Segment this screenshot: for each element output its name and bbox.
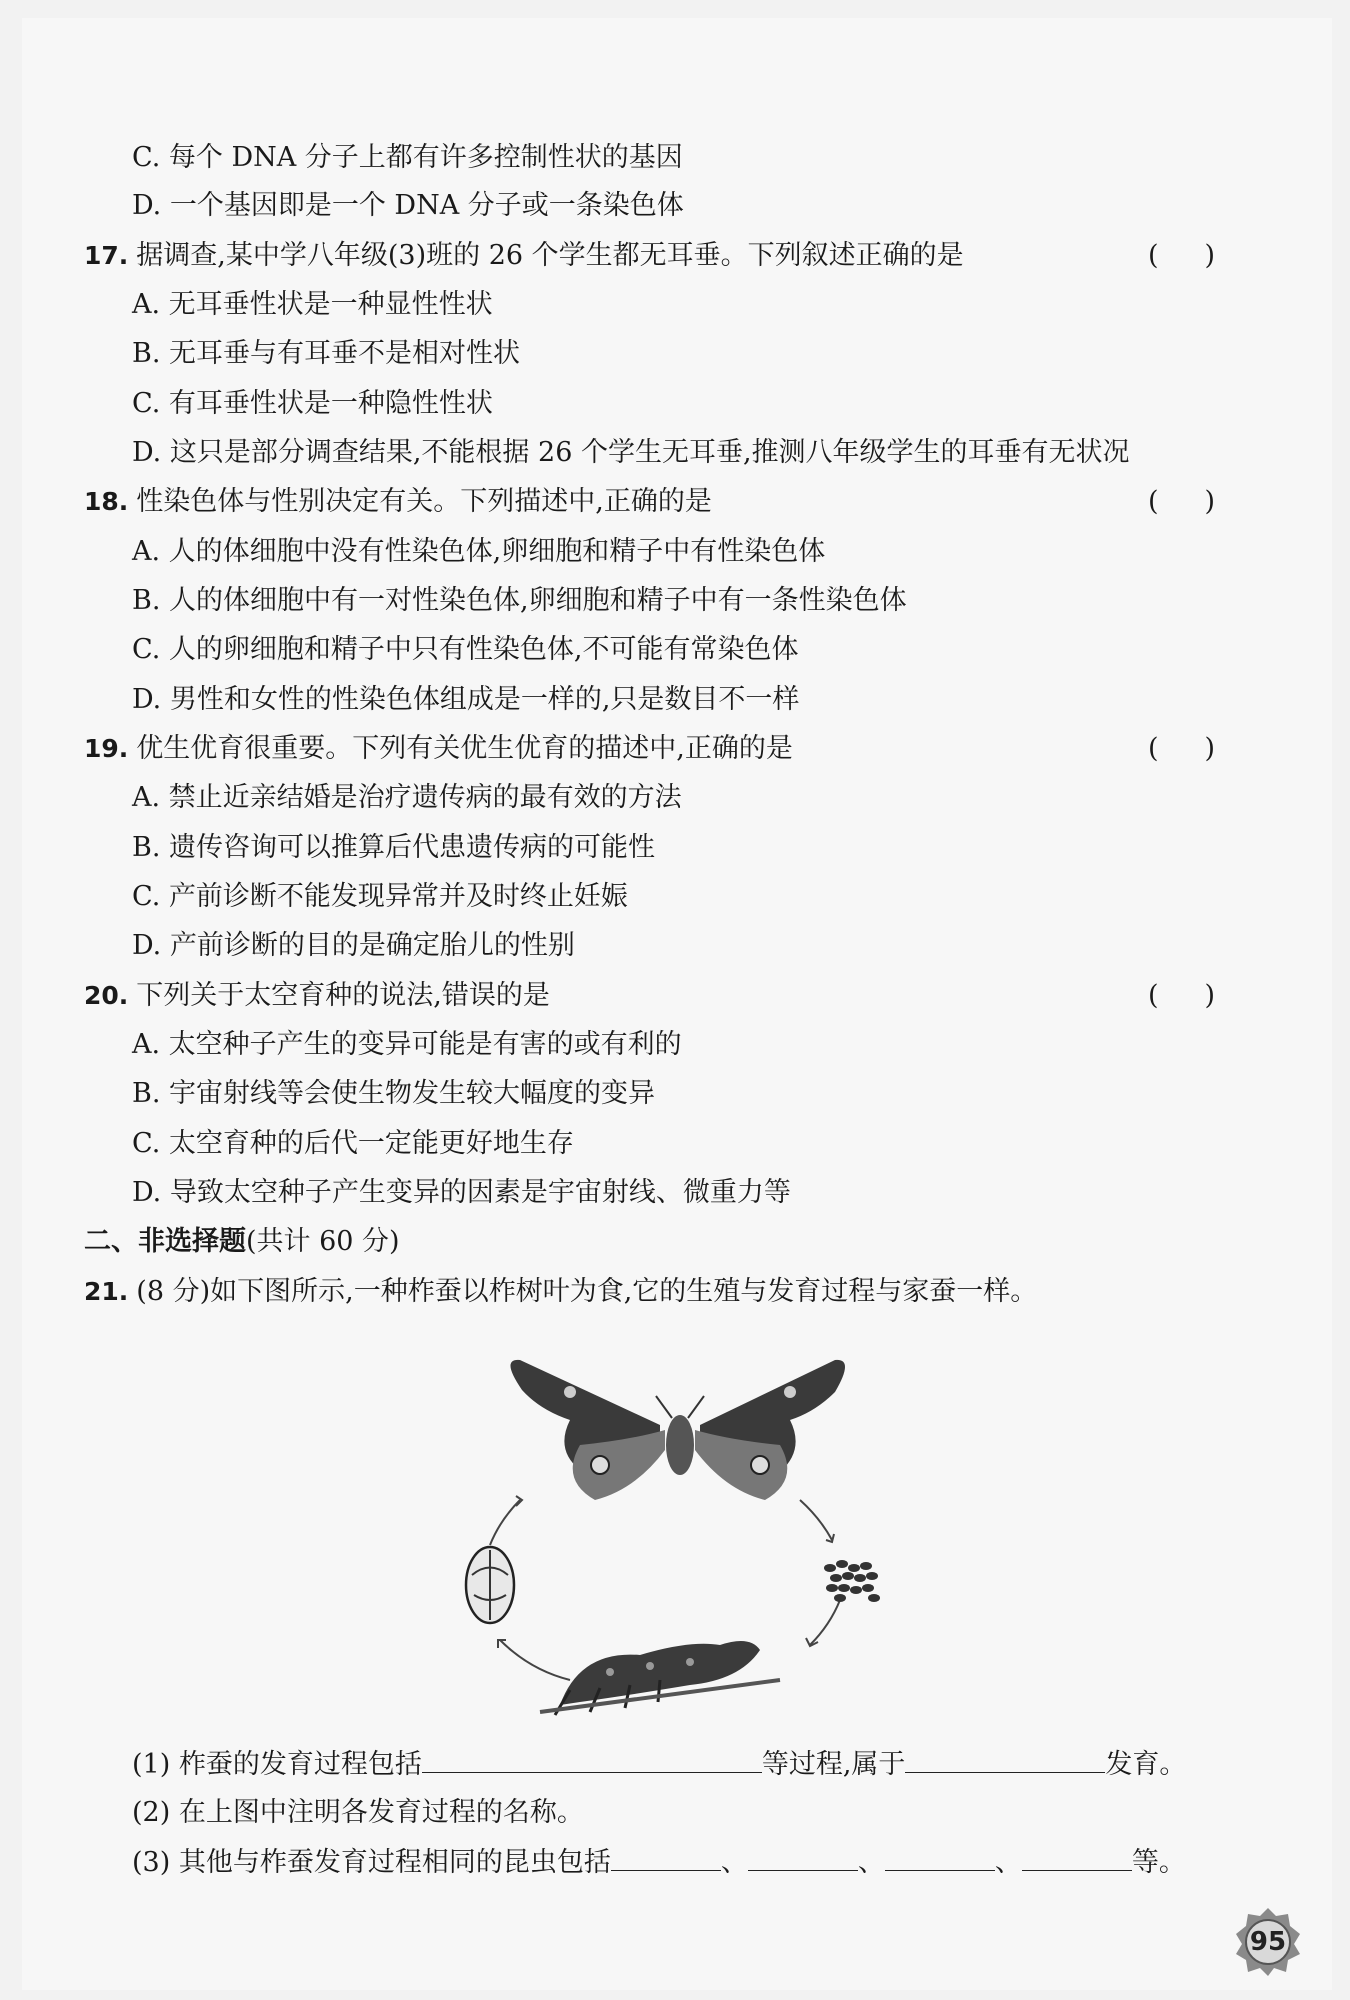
q21-sub3-end: 等。 [1131,1847,1186,1878]
q18-answer-paren: () [1148,486,1262,517]
q18-text: 性染色体与性别决定有关。下列描述中,正确的是 [136,486,712,517]
q17-option-c: C. 有耳垂性状是一种隐性性状 [132,388,493,419]
page-number-badge [1232,1906,1304,1978]
q21-number: 21. [84,1277,129,1306]
q20-stem [0,976,1350,1016]
q17-answer-paren: () [1148,240,1262,271]
q18-option-b: B. 人的体细胞中有一对性染色体,卵细胞和精子中有一条性染色体 [132,585,907,616]
q21-stem [0,1272,1350,1312]
q19-text: 优生优育很重要。下列有关优生优育的描述中,正确的是 [136,733,793,764]
q17-option-a: A. 无耳垂性状是一种显性性状 [132,289,493,320]
q21-sub3-blank-2[interactable] [748,1842,858,1871]
silkworm-life-cycle-diagram [460,1350,900,1720]
q18-stem [0,482,1350,522]
q18-option-d: D. 男性和女性的性染色体组成是一样的,只是数目不一样 [132,684,800,715]
q17-text: 据调查,某中学八年级(3)班的 26 个学生都无耳垂。下列叙述正确的是 [136,240,964,271]
q19-option-c: C. 产前诊断不能发现异常并及时终止妊娠 [132,881,628,912]
q20-option-a: A. 太空种子产生的变异可能是有害的或有利的 [132,1029,682,1060]
q20-option-c: C. 太空育种的后代一定能更好地生存 [132,1128,574,1159]
q16-option-c: C. 每个 DNA 分子上都有许多控制性状的基因 [132,142,683,173]
q21-sub3-sep-3: 、 [994,1847,1022,1878]
moth-icon [510,1360,845,1500]
q21-sub1-text-b: 等过程,属于 [761,1749,906,1780]
q20-answer-paren: () [1148,980,1262,1011]
q19-option-d: D. 产前诊断的目的是确定胎儿的性别 [132,930,575,961]
page-number: 95 [1249,1927,1287,1957]
q20-text: 下列关于太空育种的说法,错误的是 [136,980,550,1011]
q21-sub1-blank-stages[interactable] [422,1744,762,1773]
section-title: 二、非选择题 [84,1226,246,1257]
q21-sub1-text-a: (1) 柞蚕的发育过程包括 [132,1749,422,1780]
q21-sub3-blank-3[interactable] [885,1842,995,1871]
q17-option-b: B. 无耳垂与有耳垂不是相对性状 [132,338,521,369]
q20-option-d: D. 导致太空种子产生变异的因素是宇宙射线、微重力等 [132,1177,791,1208]
q20-option-b: B. 宇宙射线等会使生物发生较大幅度的变异 [132,1078,656,1109]
q21-sub3 [0,1842,1350,1882]
q21-sub1-blank-type[interactable] [905,1744,1105,1773]
q18-option-a: A. 人的体细胞中没有性染色体,卵细胞和精子中有性染色体 [132,536,826,567]
q19-option-a: A. 禁止近亲结婚是治疗遗传病的最有效的方法 [132,782,682,813]
q21-text: (8 分)如下图所示,一种柞蚕以柞树叶为食,它的生殖与发育过程与家蚕一样。 [136,1276,1038,1307]
q19-number: 19. [84,734,129,763]
q19-stem [0,729,1350,769]
q17-option-d: D. 这只是部分调查结果,不能根据 26 个学生无耳垂,推测八年级学生的耳垂有无状况 [132,437,1130,468]
q21-sub3-blank-1[interactable] [611,1842,721,1871]
q17-stem [0,236,1350,276]
section-points: (共计 60 分) [246,1226,400,1257]
q18-number: 18. [84,487,129,516]
q18-option-c: C. 人的卵细胞和精子中只有性染色体,不可能有常染色体 [132,634,799,665]
q16-option-d: D. 一个基因即是一个 DNA 分子或一条染色体 [132,190,684,221]
q21-sub3-text: (3) 其他与柞蚕发育过程相同的昆虫包括 [132,1847,611,1878]
q21-sub3-sep-1: 、 [720,1847,748,1878]
section-heading [0,1222,1350,1262]
pupa-icon [466,1547,514,1623]
q19-answer-paren: () [1148,733,1262,764]
q17-number: 17. [84,241,129,270]
q21-sub3-sep-2: 、 [857,1847,885,1878]
q21-sub1 [0,1744,1350,1784]
q21-sub3-blank-4[interactable] [1022,1842,1132,1871]
eggs-icon [824,1560,880,1602]
q21-sub2: (2) 在上图中注明各发育过程的名称。 [132,1797,584,1828]
larva-icon [540,1641,780,1715]
q21-sub1-text-c: 发育。 [1105,1749,1187,1780]
q20-number: 20. [84,981,129,1010]
q19-option-b: B. 遗传咨询可以推算后代患遗传病的可能性 [132,832,656,863]
